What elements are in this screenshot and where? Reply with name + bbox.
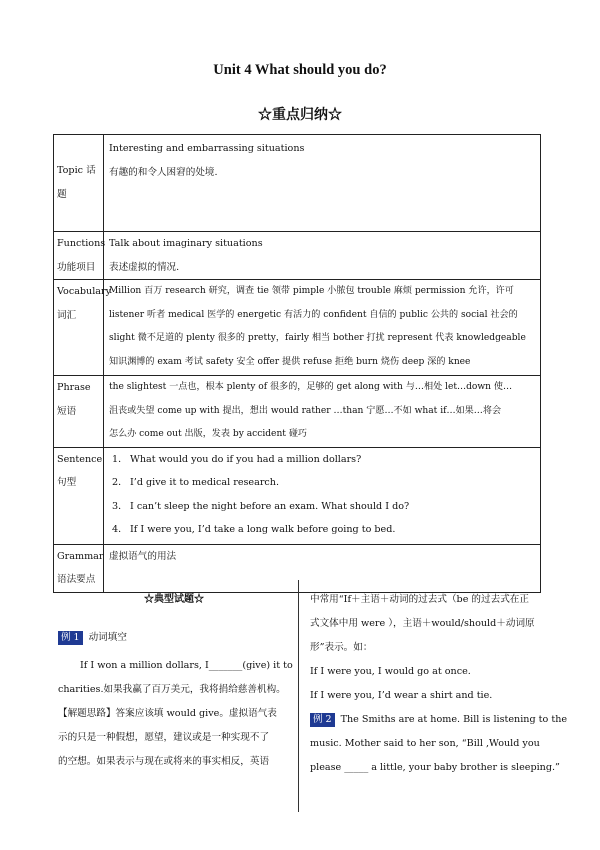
row-content — [104, 135, 541, 232]
table-row-functions — [54, 232, 541, 280]
example-2-line: music. Mother said to her son, “Bill ,Would you — [310, 738, 540, 749]
example-sentence: If I were you, I would go at once. — [310, 666, 471, 677]
explanation-line: 中常用“If＋主语＋动词的过去式（be 的过去式在正 — [310, 594, 529, 605]
sentence-number: 3． — [112, 500, 128, 512]
example-1-header — [58, 626, 290, 650]
row-content — [104, 447, 541, 544]
sentence-item — [109, 471, 535, 495]
row-label-en: Phrase — [57, 382, 91, 393]
explanation-line: 式文体中用 were ），主语＋would/should＋动词原 — [310, 618, 535, 629]
sentence-text: What would you do if you had a million dollars? — [130, 453, 362, 465]
table-row-grammar — [54, 544, 541, 592]
table-row-topic — [54, 135, 541, 232]
content-line: 表述虚拟的情况. — [109, 261, 180, 273]
row-label-en: Topic — [57, 165, 84, 176]
row-label — [54, 280, 112, 376]
row-label-cn: 词汇 — [57, 309, 77, 321]
content-line: 沮丧或失望 come up with 提出，想出 would rather …than 宁愿…不如 what if…如果…将会 — [109, 405, 502, 416]
content-line: the slightest 一点也，根本 plenty of 很多的，足够的 get along with 与…相处 let…down 使… — [109, 382, 513, 392]
row-label — [54, 232, 104, 280]
explanation-line: 形”表示。如： — [310, 642, 373, 653]
content-line: 有趣的和令人困窘的处境. — [109, 166, 218, 178]
example-2-line — [310, 708, 568, 732]
example-1-type: 动词填空 — [88, 632, 127, 643]
row-label-cn: 句型 — [57, 477, 77, 488]
left-column — [58, 588, 293, 774]
sentence-item — [109, 448, 535, 472]
table-row-vocabulary — [54, 280, 541, 376]
sentence-number: 2． — [112, 477, 128, 488]
row-label-cn: 话题 — [57, 165, 96, 200]
row-content — [104, 376, 541, 448]
row-label — [54, 544, 104, 592]
row-content — [104, 280, 541, 376]
solution-line: 示的只是一种假想，愿望，建议或是一种实现不了 — [58, 732, 270, 743]
solution-line: 【解题思路】答案应该填 would give。虚拟语气表 — [58, 708, 277, 719]
table-row-phrase — [54, 376, 541, 448]
section-heading-typical-questions: ☆典型试题☆ — [144, 594, 204, 605]
content-line: Million 百万 research 研究，调查 tie 领带 pimple 小脓包 trouble 麻烦 permission 允许，许可 — [109, 286, 514, 296]
content-line: Interesting and embarrassing situations — [109, 143, 305, 154]
row-label-cn: 功能项目 — [57, 261, 96, 273]
row-label-en: Vocabulary — [57, 286, 112, 297]
example-2-badge: 例 2 — [310, 713, 335, 727]
row-label — [54, 135, 104, 232]
example-sentence: If I were you, I’d wear a shirt and tie. — [310, 690, 493, 701]
example-2-line: please _____ a little, your baby brother is sleeping.” — [310, 762, 560, 773]
sentence-text: I can’t sleep the night before an exam. What should I do? — [130, 500, 410, 512]
section-heading-key-points: ☆重点归纳☆ — [258, 107, 342, 123]
content-line: 虚拟语气的用法 — [109, 550, 177, 562]
summary-table — [53, 134, 541, 593]
content-line: listener 听者 medical 医学的 energetic 有活力的 confident 自信的 public 公共的 social 社会的 — [109, 309, 518, 320]
sentence-item — [109, 495, 535, 519]
column-divider — [298, 580, 299, 812]
content-line: 怎么办 come out 出版，发表 by accident 碰巧 — [109, 429, 308, 439]
example-1-badge: 例 1 — [58, 631, 83, 645]
content-line: 知识渊博的 exam 考试 safety 安全 offer 提供 refuse 拒绝 burn 烧伤 deep 深的 knee — [109, 356, 471, 367]
sentence-text: I’d give it to medical research. — [130, 477, 280, 488]
solution-line: 的空想。如果表示与现在或将来的事实相反，英语 — [58, 756, 270, 767]
row-label-en: Functions — [57, 238, 106, 249]
example-2-text: The Smiths are at home. Bill is listening to the — [340, 714, 568, 725]
sentence-text: If I were you, I’d take a long walk before going to bed. — [130, 524, 396, 535]
content-line: Talk about imaginary situations — [109, 238, 263, 249]
row-label-cn: 短语 — [57, 405, 77, 417]
table-row-sentence — [54, 447, 541, 544]
right-column — [310, 588, 568, 780]
sentence-number: 1． — [112, 453, 128, 465]
row-content — [104, 232, 541, 280]
sentence-item — [109, 518, 535, 542]
row-label-en: Sentence — [57, 453, 103, 465]
row-content — [104, 544, 541, 592]
content-line: slight 微不足道的 plenty 很多的 pretty，fairly 相当 bother 打扰 represent 代表 knowledgeable — [109, 333, 526, 343]
row-label — [54, 376, 104, 448]
question-line: charities.如果我赢了百万美元，我将捐给慈善机构。 — [58, 684, 286, 695]
page-title: Unit 4 What should you do? — [213, 62, 387, 78]
row-label-en: Grammar — [57, 550, 104, 562]
row-label — [54, 447, 104, 544]
sentence-number: 4． — [112, 524, 128, 535]
question-line: If I won a million dollars, I_______(give) it to — [80, 660, 293, 671]
row-label-cn: 语法要点 — [57, 574, 96, 585]
